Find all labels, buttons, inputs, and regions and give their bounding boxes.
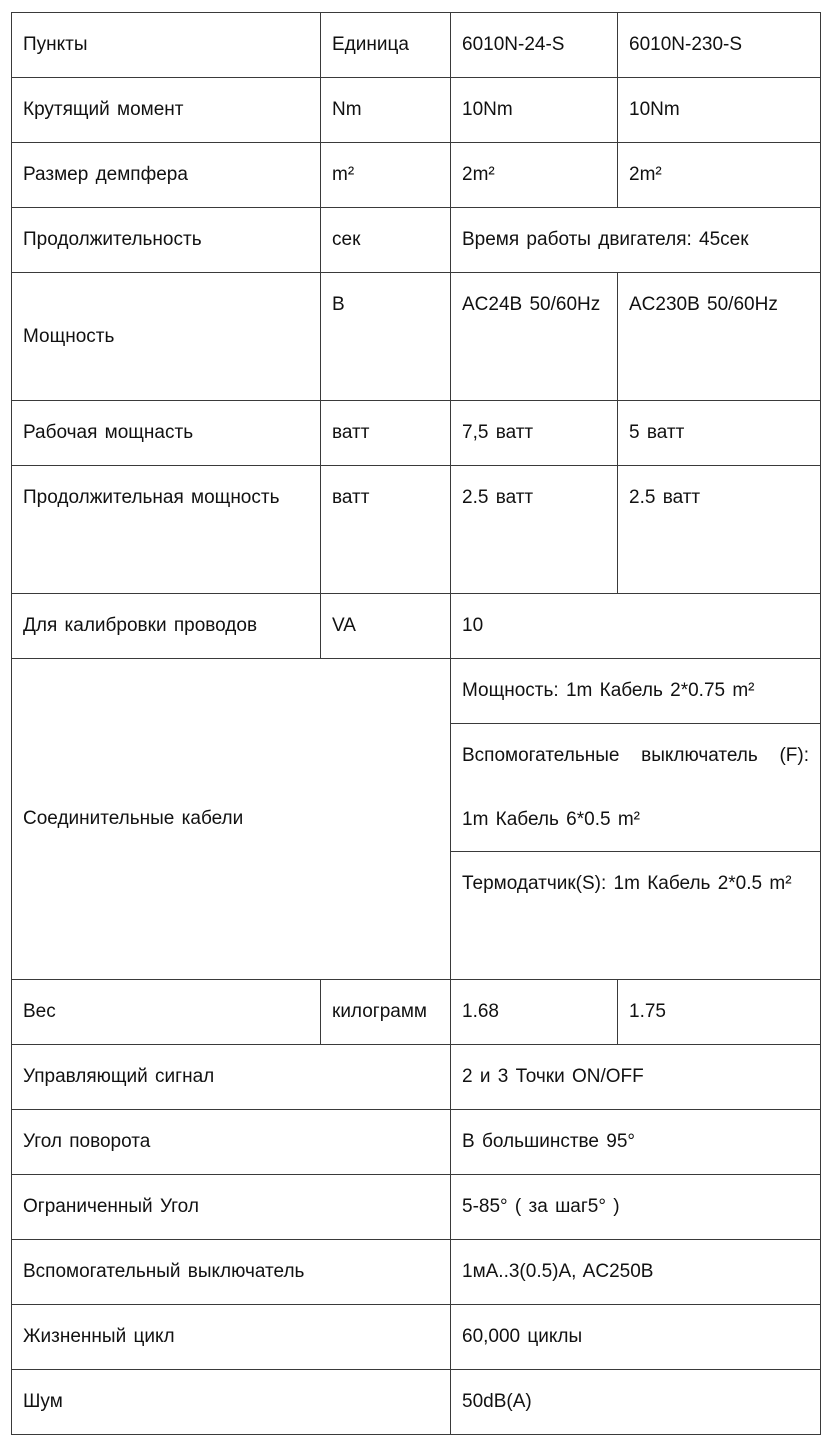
cable-power: Мощность: 1m Кабель 2*0.75 m² <box>462 680 755 701</box>
weight-a: 1.68 <box>451 980 618 1045</box>
damper-b: 2m² <box>618 143 821 208</box>
table-row <box>12 1240 821 1305</box>
limited-value: 5-85° ( за шаг5° ) <box>451 1175 821 1240</box>
power-b: AC230B 50/60Hz <box>618 273 821 401</box>
torque-label: Крутящий момент <box>12 78 321 143</box>
header-item: Пункты <box>12 13 321 78</box>
aux-label: Вспомогательный выключатель <box>12 1240 451 1305</box>
table-row <box>12 78 821 143</box>
table-row <box>12 466 821 594</box>
table-row <box>12 1175 821 1240</box>
aux-value: 1мA..3(0.5)A, AC250B <box>451 1240 821 1305</box>
damper-unit: m² <box>321 143 451 208</box>
table-row <box>12 1045 821 1110</box>
limited-label: Ограниченный Угол <box>12 1175 451 1240</box>
control-value: 2 и 3 Точки ON/OFF <box>451 1045 821 1110</box>
table-row <box>12 1110 821 1175</box>
life-label: Жизненный цикл <box>12 1305 451 1370</box>
header-model-a: 6010N-24-S <box>451 13 618 78</box>
power-label: Мощность <box>12 273 321 401</box>
cables-label: Соединительные кабели <box>12 659 451 980</box>
damper-label: Размер демпфера <box>12 143 321 208</box>
work-power-label: Рабочая мощнасть <box>12 401 321 466</box>
rotation-label: Угол поворота <box>12 1110 451 1175</box>
noise-label: Шум <box>12 1370 451 1435</box>
control-label: Управляющий сигнал <box>12 1045 451 1110</box>
torque-unit: Nm <box>321 78 451 143</box>
cont-power-b: 2.5 ватт <box>618 466 821 594</box>
torque-a: 10Nm <box>451 78 618 143</box>
duration-unit: сек <box>321 208 451 273</box>
cont-power-unit: ватт <box>321 466 451 594</box>
cont-power-a: 2.5 ватт <box>451 466 618 594</box>
weight-b: 1.75 <box>618 980 821 1045</box>
cont-power-label: Продолжительная мощность <box>12 466 321 594</box>
table-row <box>12 594 821 659</box>
weight-unit: килограмм <box>321 980 451 1045</box>
duration-value: Время работы двигателя: 45сек <box>451 208 821 273</box>
calibration-unit: VA <box>321 594 451 659</box>
weight-label: Вес <box>12 980 321 1045</box>
table-row <box>12 208 821 273</box>
header-model-b: 6010N-230-S <box>618 13 821 78</box>
table-row <box>12 1370 821 1435</box>
life-value: 60,000 циклы <box>451 1305 821 1370</box>
work-power-a: 7,5 ватт <box>451 401 618 466</box>
torque-b: 10Nm <box>618 78 821 143</box>
table-row <box>12 401 821 466</box>
table-row <box>12 659 821 980</box>
power-unit: В <box>321 273 451 401</box>
work-power-b: 5 ватт <box>618 401 821 466</box>
table-row <box>12 980 821 1045</box>
calibration-value: 10 <box>451 594 821 659</box>
noise-value: 50dB(A) <box>451 1370 821 1435</box>
table-row <box>12 1305 821 1370</box>
table-row <box>12 273 821 401</box>
spec-table <box>11 12 821 1435</box>
damper-a: 2m² <box>451 143 618 208</box>
table-row <box>12 13 821 78</box>
cable-thermo: Термодатчик(S): 1m Кабель 2*0.5 m² <box>451 851 820 979</box>
cable-aux-switch: Вспомогательные выключатель (F): 1m Кабель 6*0.5 m² <box>451 723 820 851</box>
cables-values <box>451 659 821 980</box>
calibration-label: Для калибровки проводов <box>12 594 321 659</box>
work-power-unit: ватт <box>321 401 451 466</box>
table-row <box>12 143 821 208</box>
header-unit: Единица <box>321 13 451 78</box>
duration-label: Продолжительность <box>12 208 321 273</box>
rotation-value: В большинстве 95° <box>451 1110 821 1175</box>
power-a: AC24B 50/60Hz <box>451 273 618 401</box>
